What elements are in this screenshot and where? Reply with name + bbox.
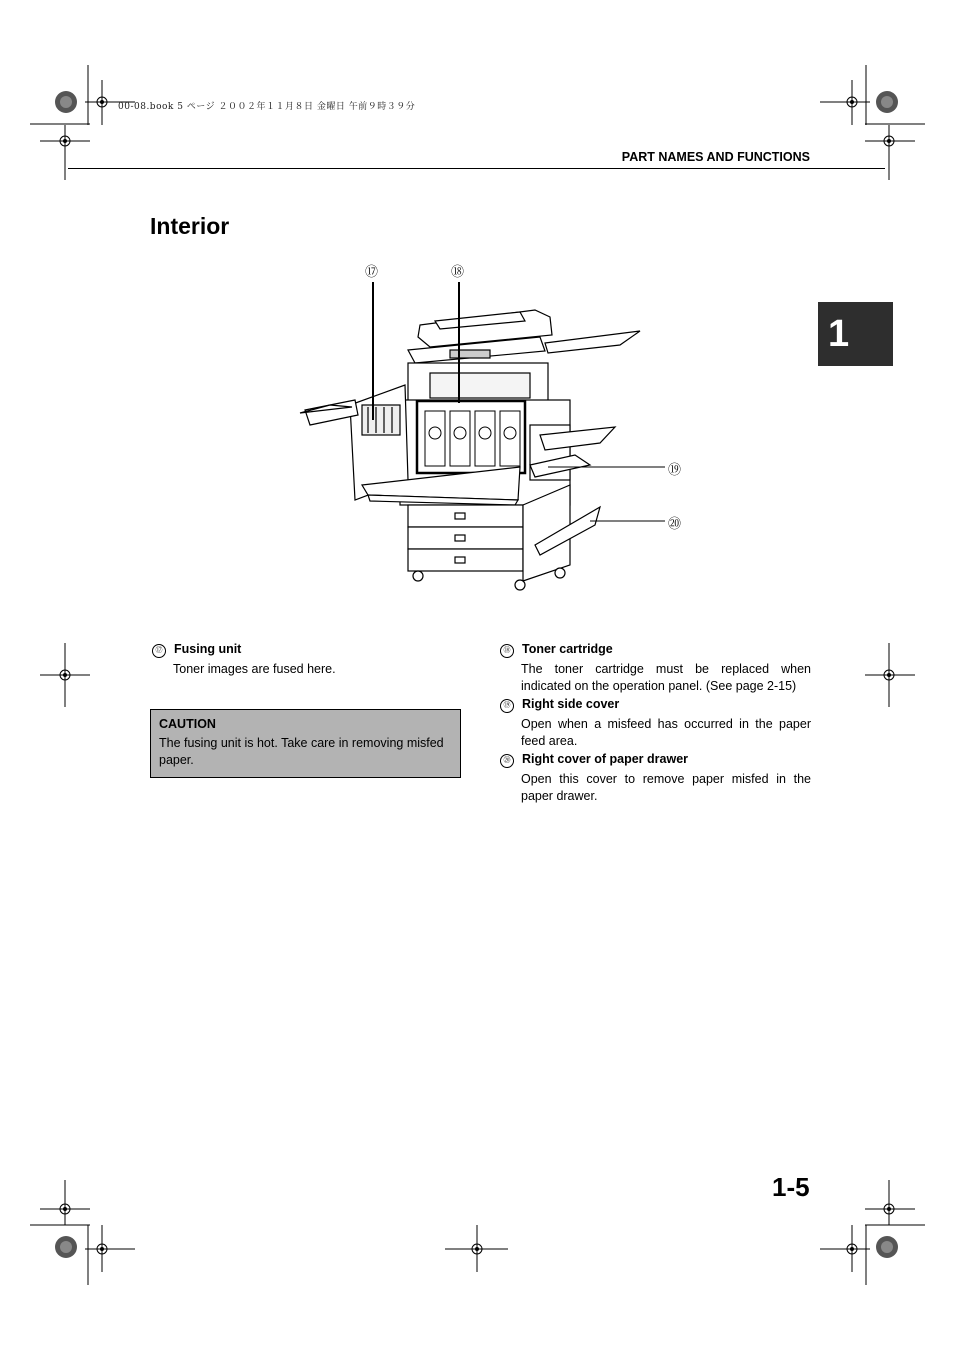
copier-interior-figure <box>290 255 700 600</box>
item-title: Fusing unit <box>174 642 242 656</box>
item-number: ⑰ <box>152 644 166 658</box>
print-info: 00-08.book 5 ページ ２００２年１１月８日 金曜日 午前９時３９分 <box>118 102 416 112</box>
item-title: Right side cover <box>522 697 620 711</box>
caution-title: CAUTION <box>159 717 216 731</box>
caution-text: The fusing unit is hot. Take care in removing misfed paper. <box>159 736 444 767</box>
item-toner-cartridge <box>500 641 811 695</box>
item-number: ⑱ <box>500 644 514 658</box>
item-description: The toner cartridge must be replaced when indicated on the operation panel. (See page 2-15) <box>521 662 811 693</box>
item-number: ⑲ <box>500 699 514 713</box>
item-description: Open when a misfeed has occurred in the paper feed area. <box>521 717 811 748</box>
item-title: Toner cartridge <box>522 642 613 656</box>
page-number: 1-5 <box>772 1172 810 1202</box>
caution-box <box>150 709 461 778</box>
item-right-side-cover <box>500 696 811 750</box>
callout-18: ⑱ <box>451 265 465 280</box>
item-description: Toner images are fused here. <box>173 662 336 676</box>
callout-19: ⑲ <box>668 463 682 478</box>
callout-20: ⑳ <box>668 517 682 532</box>
copier-illustration <box>290 255 700 600</box>
item-right-cover-paper-drawer <box>500 751 811 805</box>
item-title: Right cover of paper drawer <box>522 752 689 766</box>
section-title: PART NAMES AND FUNCTIONS <box>621 150 810 164</box>
callout-17: ⑰ <box>365 265 379 280</box>
page-heading: Interior <box>150 213 230 239</box>
item-number: ⑳ <box>500 754 514 768</box>
item-fusing-unit <box>152 641 452 678</box>
item-description: Open this cover to remove paper misfed in the paper drawer. <box>521 772 811 803</box>
header-rule <box>68 168 885 169</box>
chapter-tab: 1 <box>818 302 893 366</box>
